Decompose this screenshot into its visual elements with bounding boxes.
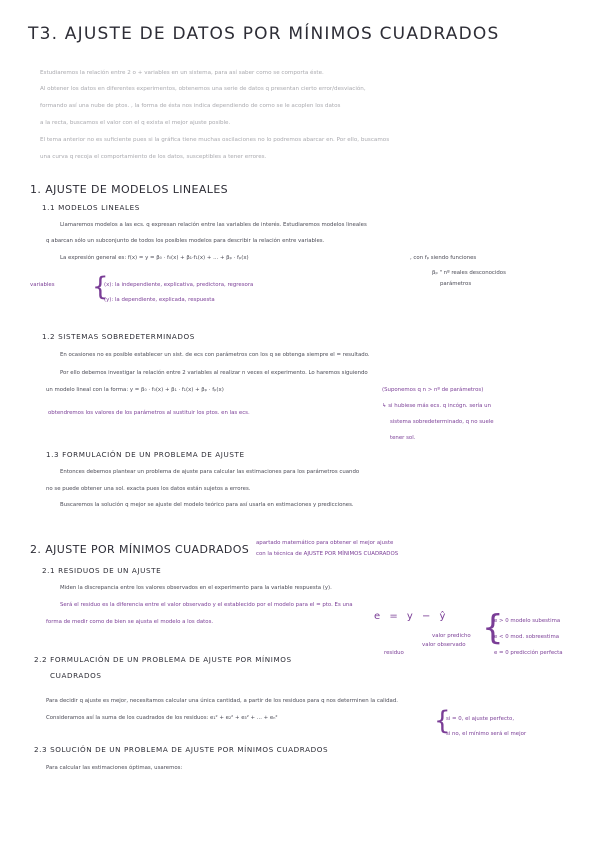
s12-side-2: ↳ si hubiese más ecs. q incógn. sería un	[382, 403, 492, 409]
s22-line-2: Consideramos así la suma de los cuadrados de los residuos: e₁² + e₂² + e₃² + ... + eₙ²	[46, 715, 278, 721]
s12-side-4: tener sol.	[390, 435, 416, 441]
variables-label: variables	[30, 282, 55, 288]
intro-line-1: Estudiaremos la relación entre 2 o + variables en un sistema, para así saber como se comporta éste.	[40, 70, 324, 76]
valor-predicho-label: valor predicho	[432, 633, 471, 639]
section-1-1-heading: 1.1 MODELOS LINEALES	[42, 203, 140, 212]
residuo-label: residuo	[384, 650, 404, 656]
section-2-heading: 2. AJUSTE POR MÍNIMOS CUADRADOS	[30, 543, 250, 556]
s11-note-param: parámetros	[440, 281, 472, 287]
s21-case-1: e > 0 modelo subestima	[494, 618, 561, 624]
s23-line-1: Para calcular las estimaciones óptimas, usaremos:	[46, 765, 183, 771]
section-2-1-heading: 2.1 RESIDUOS DE UN AJUSTE	[42, 566, 162, 575]
s12-side-1: (Suponemos q n > nº de parámetros)	[382, 387, 484, 393]
intro-line-4: a la recta, buscamos el valor con el q exista el mejor ajuste posible.	[40, 120, 231, 126]
section-1-3-heading: 1.3 FORMULACIÓN DE UN PROBLEMA DE AJUSTE	[46, 450, 245, 459]
s21-line-1: Miden la discrepancia entre los valores observados en el experimento para la variable respuesta (y).	[60, 585, 332, 591]
brace-icon: {	[482, 608, 504, 648]
s13-line-2: no se puede obtener una sol. exacta pues los datos están sujetos a errores.	[46, 486, 251, 492]
s11-line-3: La expresión general es: f(x) = y = β₀ · f₀(x) + β₁·f₁(x) + ... + βₚ · fₚ(x)	[60, 255, 249, 261]
s13-line-3: Buscaremos la solución q mejor se ajuste del modelo teórico para así usarla en estimaciones y predicciones.	[60, 502, 354, 508]
s21-line-2: Será el residuo es la diferencia entre el valor observado y el establecido por el modelo para el = pto. Es una	[60, 602, 353, 608]
section-1-heading: 1. AJUSTE DE MODELOS LINEALES	[30, 183, 229, 196]
s12-line-3: un modelo lineal con la forma: y = β₀ · f₀(x) + β₁ · f₁(x) + βₚ · fₚ(x)	[46, 387, 224, 393]
section-2-3-heading: 2.3 SOLUCIÓN DE UN PROBLEMA DE AJUSTE POR MÍNIMOS CUADRADOS	[34, 745, 329, 754]
s11-note-fp: , con fₚ siendo funciones	[410, 255, 477, 261]
var-y-text: (y): la dependiente, explicada, respuesta	[104, 297, 215, 303]
s2-side-note-1: apartado matemático para obtener el mejor ajuste	[256, 540, 394, 546]
brace-icon: {	[434, 706, 451, 736]
s11-line-1: Llamaremos modelos a las ecs. q expresan relación entre las variables de interés. Estudiaremos modelos lineales	[60, 222, 367, 228]
section-2-2-heading: 2.2 FORMULACIÓN DE UN PROBLEMA DE AJUSTE POR MÍNIMOS	[34, 655, 292, 664]
s22-case-1: si = 0, el ajuste perfecto,	[446, 716, 515, 722]
intro-line-5: El tema anterior no es suficiente pues si la gráfica tiene muchas oscilaciones no lo podremos abarcar en. Por ello, buscamos	[40, 137, 390, 143]
page-title: T3. AJUSTE DE DATOS POR MÍNIMOS CUADRADOS	[28, 24, 500, 44]
s12-side-3: sistema sobredeterminado, q no suele	[390, 419, 494, 425]
s22-line-1: Para decidir q ajuste es mejor, necesitamos calcular una única cantidad, a partir de los residuos para q nos determinen la calidad.	[46, 698, 398, 704]
section-1-2-heading: 1.2 SISTEMAS SOBREDETERMINADOS	[42, 332, 195, 341]
s12-line-1: En ocasiones no es posible establecer un sist. de ecs con parámetros con los q se obtenga siempre el = resultado.	[60, 352, 370, 358]
brace-icon: {	[92, 272, 109, 302]
intro-line-6: una curva q recoja el comportamiento de los datos, susceptibles a tener errores.	[40, 154, 267, 160]
s13-line-1: Entonces debemos plantear un problema de ajuste para calcular las estimaciones para los parámetros cuando	[60, 469, 360, 475]
s11-note-bp: βₚ " nº reales desconocidos	[432, 270, 506, 276]
s22-case-2: si no, el mínimo será el mejor	[446, 731, 527, 737]
var-x-text: (x): la independiente, explicativa, predictora, regresora	[104, 282, 254, 288]
s12-line-4: obtendremos los valores de los parámetros al sustituir los ptos. en las ecs.	[48, 410, 250, 416]
intro-line-2: Al obtener los datos en diferentes experimentos, obtenemos una serie de datos q presentan cierto error/desviación,	[40, 86, 366, 92]
s11-line-2: q abarcan sólo un subconjunto de todos los posibles modelos para describir la relación entre variables.	[46, 238, 325, 244]
residuo-formula: e = y − ŷ	[374, 611, 449, 622]
s21-case-3: e = 0 predicción perfecta	[494, 650, 563, 656]
s12-line-2: Por ello debemos investigar la relación entre 2 variables al realizar n veces el experimento. Lo haremos siguiendo	[60, 370, 368, 376]
valor-observado-label: valor observado	[422, 642, 466, 648]
intro-line-3: formando así una nube de ptos. , la forma de ésta nos indica dependiendo de como se le acoplen los datos	[40, 103, 341, 109]
s2-side-note-2: con la técnica de AJUSTE POR MÍNIMOS CUADRADOS	[256, 551, 399, 557]
s21-line-3: forma de medir como de bien se ajusta el modelo a los datos.	[46, 619, 214, 625]
section-2-2-heading-cont: CUADRADOS	[50, 671, 102, 680]
s21-case-2: e < 0 mod. sobreestima	[494, 634, 560, 640]
